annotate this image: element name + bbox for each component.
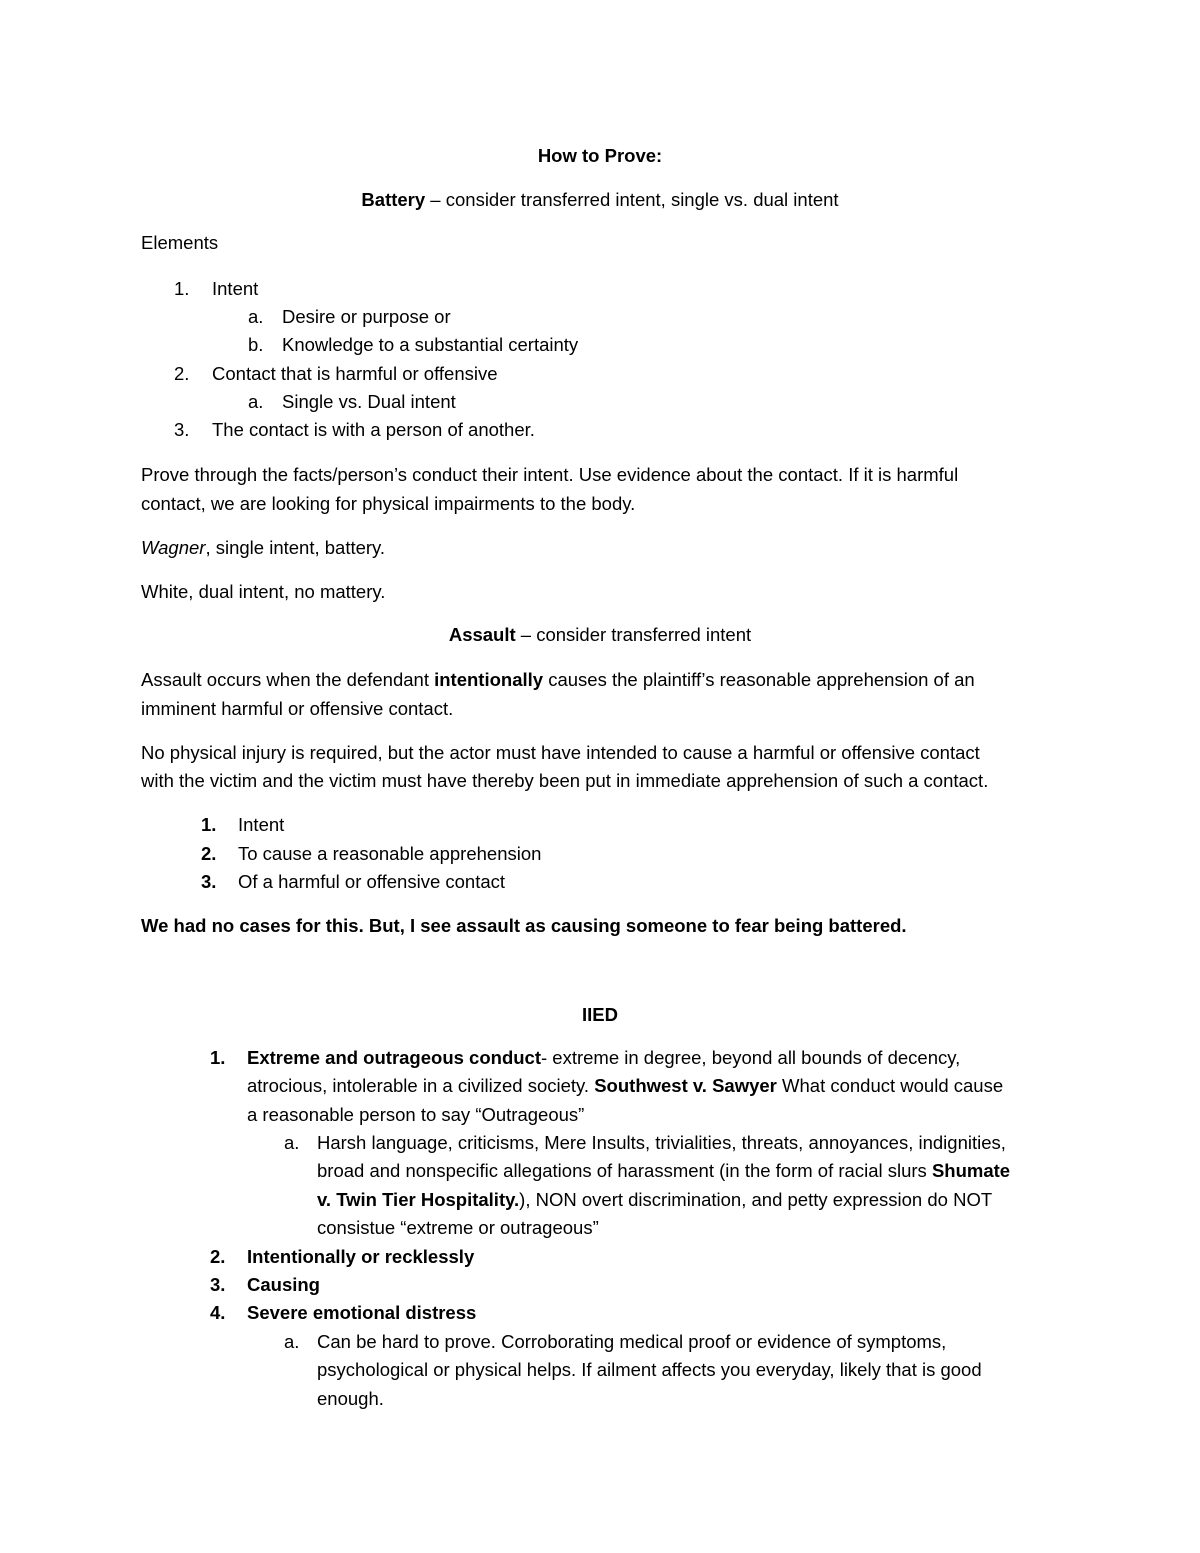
list-item: Contact that is harmful or offensive (212, 363, 498, 384)
battery-heading-bold: Battery (361, 189, 426, 210)
battery-heading-rest: – consider transferred intent, single vs. dual intent (425, 189, 839, 210)
list-item: To cause a reasonable apprehension (238, 843, 542, 864)
iied-item-line: a reasonable person to say “Outrageous” (247, 1104, 585, 1125)
list-item: Intentionally or recklessly (247, 1246, 475, 1267)
battery-paragraph-line: Prove through the facts/person’s conduct their intent. Use evidence about the contact. If it is harmful (141, 464, 959, 485)
list-item: Desire or purpose or (282, 306, 451, 327)
iied-subitem-line (317, 1157, 1010, 1185)
list-number: 2. (210, 1246, 226, 1267)
white-line: White, dual intent, no mattery. (141, 581, 386, 602)
list-letter: a. (248, 306, 264, 327)
iied-subitem-line: consistue “extreme or outrageous” (317, 1217, 599, 1238)
list-number: 3. (174, 419, 190, 440)
assault-paragraph-line: with the victim and the victim must have thereby been put in immediate apprehension of such a contact. (141, 770, 989, 791)
assault-heading (0, 621, 1200, 649)
iied-item-line (247, 1044, 960, 1072)
list-item: Severe emotional distress (247, 1302, 477, 1323)
iied-subitem-line: enough. (317, 1388, 384, 1409)
list-number: 3. (201, 871, 217, 892)
list-item: Causing (247, 1274, 320, 1295)
list-number: 1. (174, 278, 190, 299)
iied-subitem-line (317, 1186, 992, 1214)
assault-paragraph-line: imminent harmful or offensive contact. (141, 698, 454, 719)
iied-item-line (247, 1072, 1003, 1100)
text-run: broad and nonspecific allegations of harassment (in the form of racial slurs (317, 1160, 932, 1181)
iied-subitem-line: Can be hard to prove. Corroborating medical proof or evidence of symptoms, (317, 1331, 947, 1352)
list-letter: a. (248, 391, 264, 412)
iied-subitem-line: Harsh language, criticisms, Mere Insults, trivialities, threats, annoyances, indignities, (317, 1132, 1006, 1153)
assault-paragraph-line (141, 666, 975, 694)
iied-subitem-line: psychological or physical helps. If ailment affects you everyday, likely that is good (317, 1359, 982, 1380)
list-letter: b. (248, 334, 264, 355)
list-letter: a. (284, 1331, 300, 1352)
case-name-shumate: Shumate (931, 1160, 1011, 1181)
assault-heading-bold: Assault (448, 624, 516, 645)
text-run: ), NON overt discrimination, and petty expression do NOT (519, 1189, 993, 1210)
iied-heading: IIED (582, 1004, 618, 1025)
case-name-wagner: Wagner (141, 537, 206, 558)
battery-paragraph-line: contact, we are looking for physical impairments to the body. (141, 493, 636, 514)
list-item: Knowledge to a substantial certainty (282, 334, 579, 355)
assault-heading-rest: – consider transferred intent (515, 624, 752, 645)
text-run: - extreme in degree, beyond all bounds of decency, (541, 1047, 961, 1068)
list-item: Intent (238, 814, 285, 835)
list-number: 2. (174, 363, 190, 384)
text-run: causes the plaintiff’s reasonable apprehension of an (543, 669, 975, 690)
wagner-line (141, 534, 385, 562)
list-number: 1. (210, 1047, 226, 1068)
emphasis-intentionally: intentionally (434, 669, 544, 690)
page-title: How to Prove: (537, 145, 663, 166)
list-letter: a. (284, 1132, 300, 1153)
assault-note: We had no cases for this. But, I see assault as causing someone to fear being battered. (141, 915, 907, 936)
list-number: 4. (210, 1302, 226, 1323)
assault-paragraph-line: No physical injury is required, but the actor must have intended to cause a harmful or offensive contact (141, 742, 980, 763)
list-item: The contact is with a person of another. (212, 419, 535, 440)
list-item: Of a harmful or offensive contact (238, 871, 506, 892)
battery-heading (0, 186, 1200, 214)
text-run: What conduct would cause (776, 1075, 1004, 1096)
element-title: Extreme and outrageous conduct (247, 1047, 541, 1068)
case-name-twin-tier: v. Twin Tier Hospitality. (317, 1189, 520, 1210)
elements-label: Elements (141, 232, 219, 253)
list-number: 3. (210, 1274, 226, 1295)
wagner-rest: , single intent, battery. (205, 537, 386, 558)
case-name-southwest: Southwest v. Sawyer (594, 1075, 777, 1096)
list-number: 1. (201, 814, 217, 835)
list-item: Single vs. Dual intent (282, 391, 456, 412)
text-run: atrocious, intolerable in a civilized society. (247, 1075, 595, 1096)
list-number: 2. (201, 843, 217, 864)
text-run: Assault occurs when the defendant (141, 669, 435, 690)
list-item: Intent (212, 278, 259, 299)
